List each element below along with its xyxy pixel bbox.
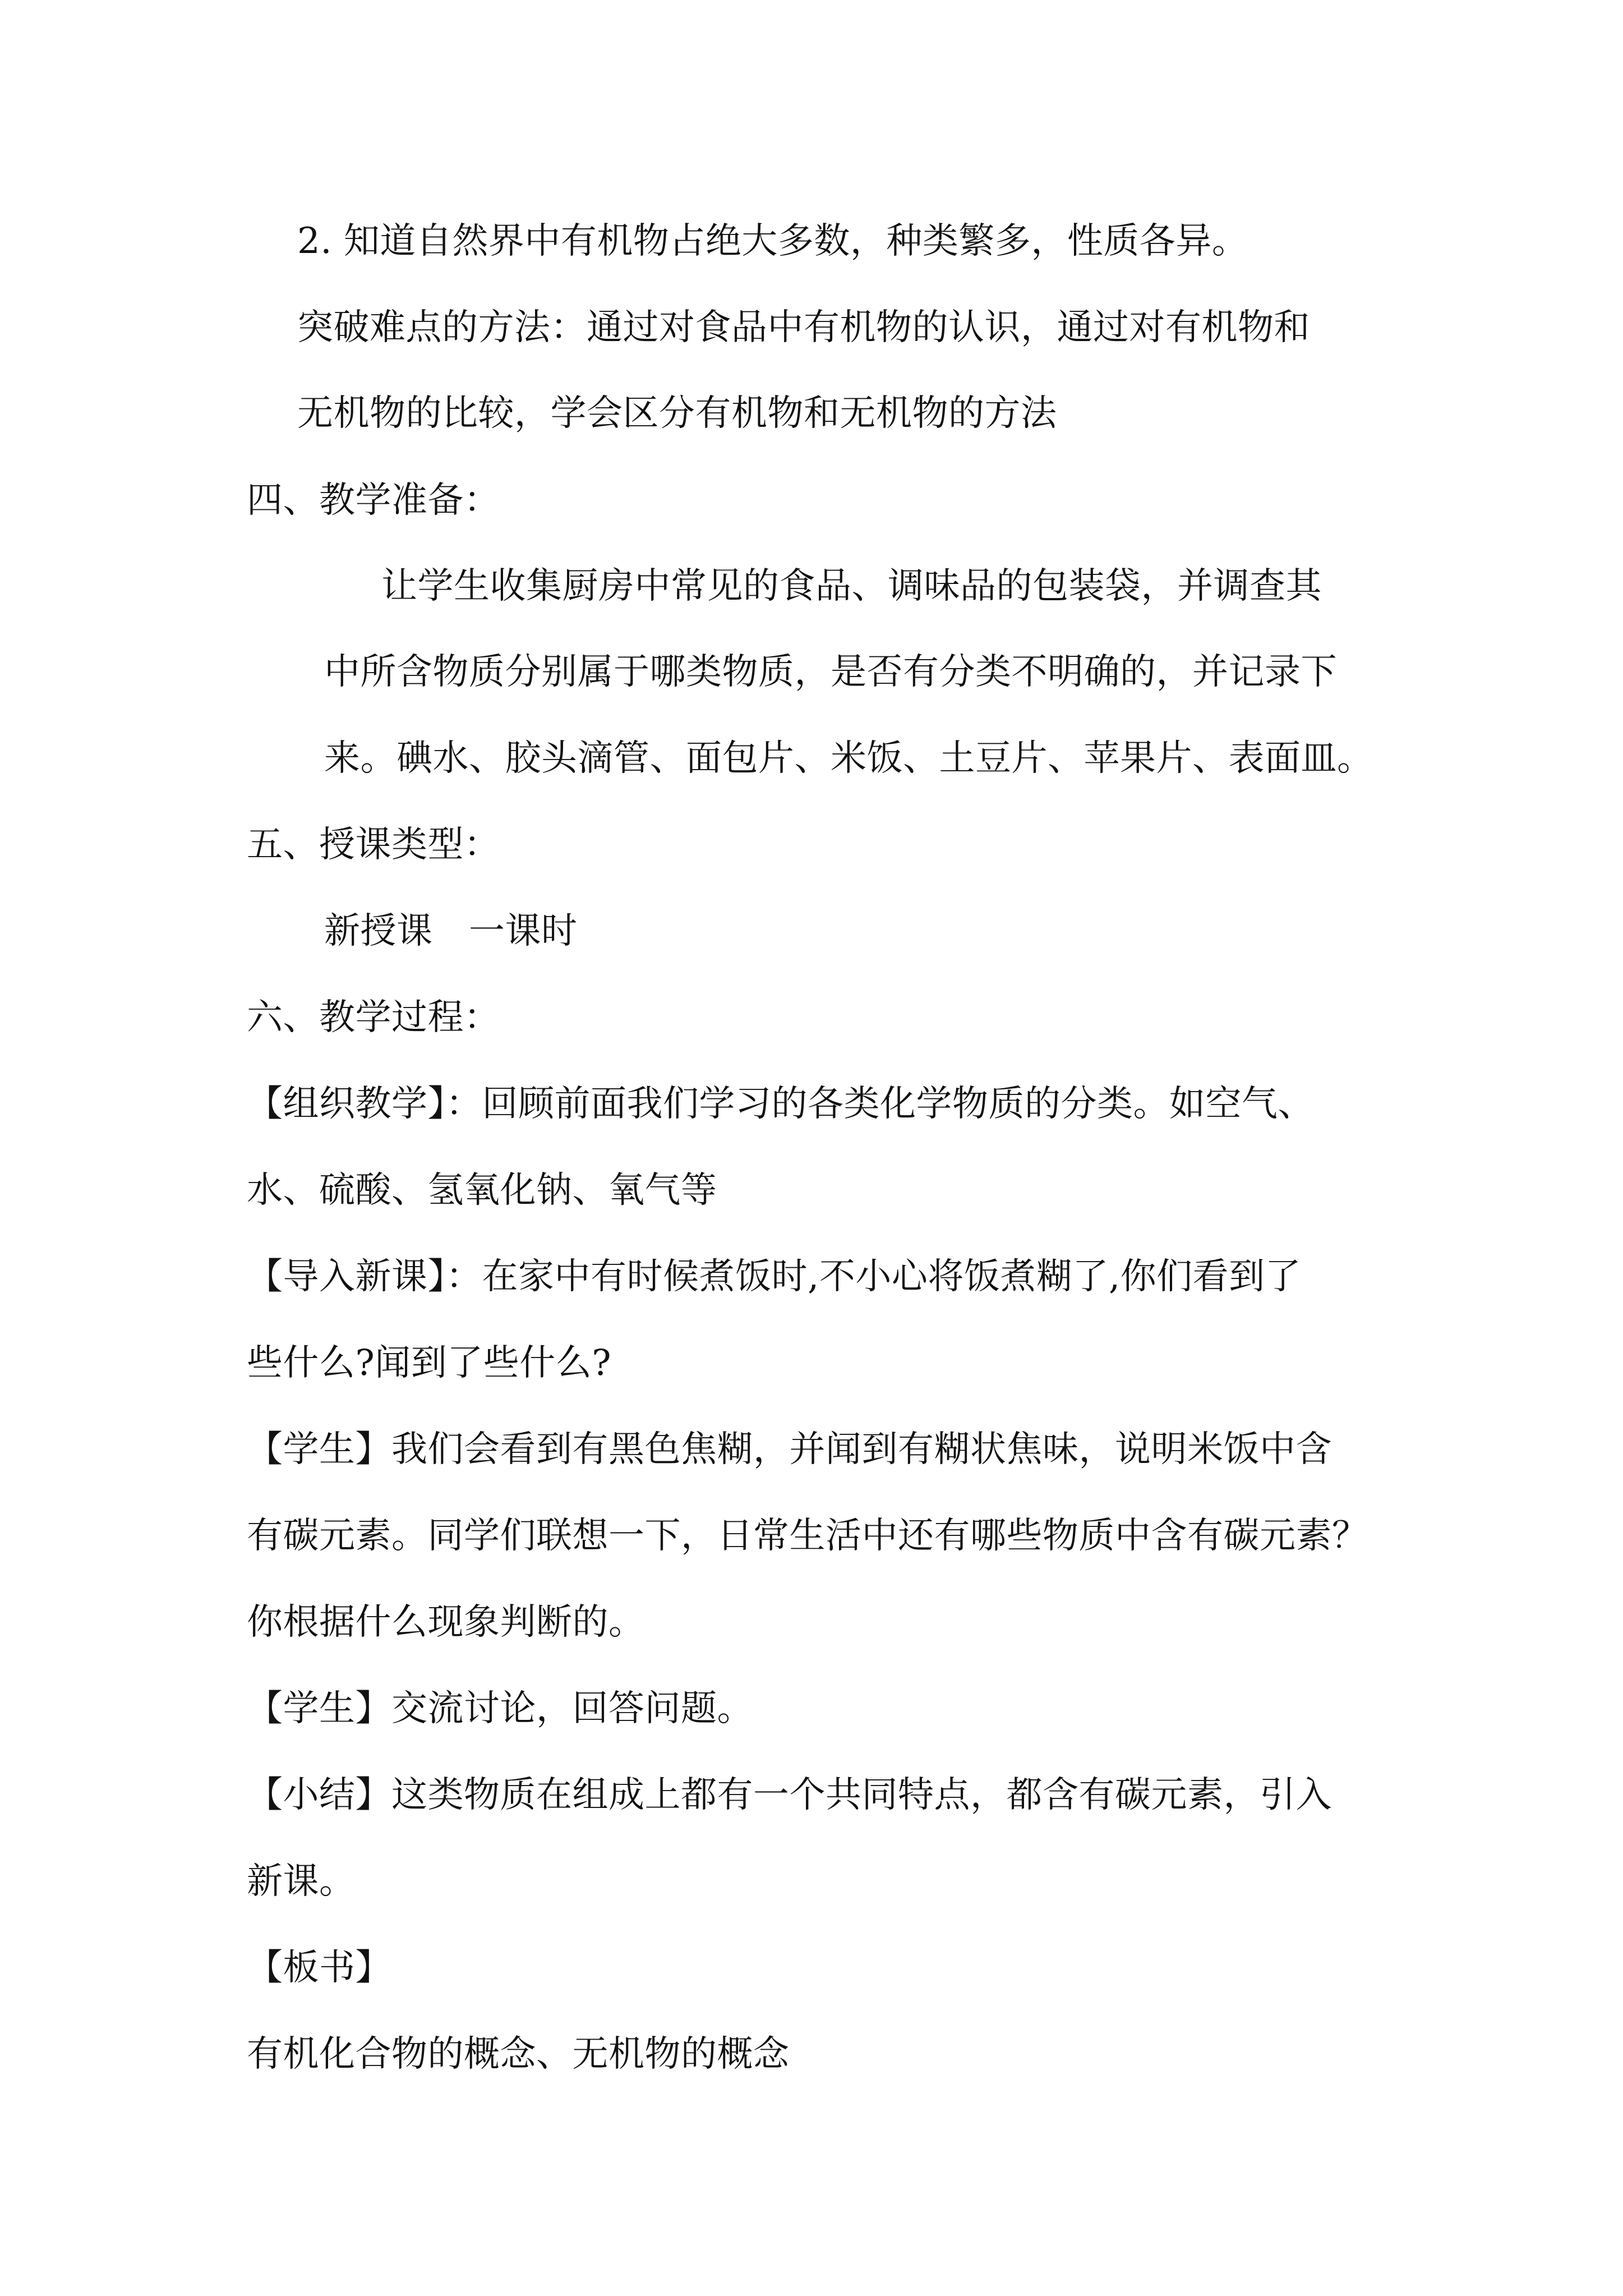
preparation-line-1: 让学生收集厨房中常见的食品、调味品的包装袋，并调查其 (381, 565, 1322, 607)
student-answer-line-1: 【学生】我们会看到有黑色焦糊，并闻到有糊状焦味，说明米饭中含 (247, 1429, 1332, 1470)
board-writing-content: 有机化合物的概念、无机物的概念 (247, 2033, 790, 2075)
student-answer-line-3: 你根据什么现象判断的。 (247, 1602, 645, 1643)
difficulty-method-line-2: 无机物的比较，学会区分有机物和无机物的方法 (297, 393, 1057, 434)
introduce-lesson-line-1: 【导入新课】：在家中有时候煮饭时,不小心将饭煮糊了,你们看到了 (247, 1256, 1302, 1297)
board-writing-heading: 【板书】 (247, 1947, 391, 1989)
section-heading-lesson-type: 五、授课类型： (247, 824, 500, 866)
organize-teaching-line-1: 【组织教学】：回顾前面我们学习的各类化学物质的分类。如空气、 (247, 1083, 1314, 1125)
section-heading-process: 六、教学过程： (247, 997, 500, 1038)
objective-2-line: 2. 知道自然界中有机物占绝大多数，种类繁多，性质各异。 (297, 220, 1248, 262)
preparation-line-3: 来。碘水、胶头滴管、面包片、米饭、土豆片、苹果片、表面皿。 (324, 738, 1373, 779)
introduce-lesson-line-2: 些什么?闻到了些什么? (247, 1342, 612, 1384)
difficulty-method-line-1: 突破难点的方法：通过对食品中有机物的认识，通过对有机物和 (297, 307, 1310, 348)
organize-teaching-line-2: 水、硫酸、氢氧化钠、氧气等 (247, 1170, 717, 1211)
section-heading-preparation: 四、教学准备： (247, 480, 500, 521)
student-discussion-line: 【学生】交流讨论，回答问题。 (247, 1688, 753, 1729)
summary-line-1: 【小结】这类物质在组成上都有一个共同特点，都含有碳元素，引入 (247, 1774, 1332, 1816)
preparation-line-2: 中所含物质分别属于哪类物质，是否有分类不明确的，并记录下 (324, 651, 1337, 693)
student-answer-line-2: 有碳元素。同学们联想一下，日常生活中还有哪些物质中含有碳元素？ (247, 1515, 1368, 1557)
summary-line-2: 新课。 (247, 1861, 356, 1902)
lesson-type-value: 新授课 一课时 (324, 910, 578, 952)
